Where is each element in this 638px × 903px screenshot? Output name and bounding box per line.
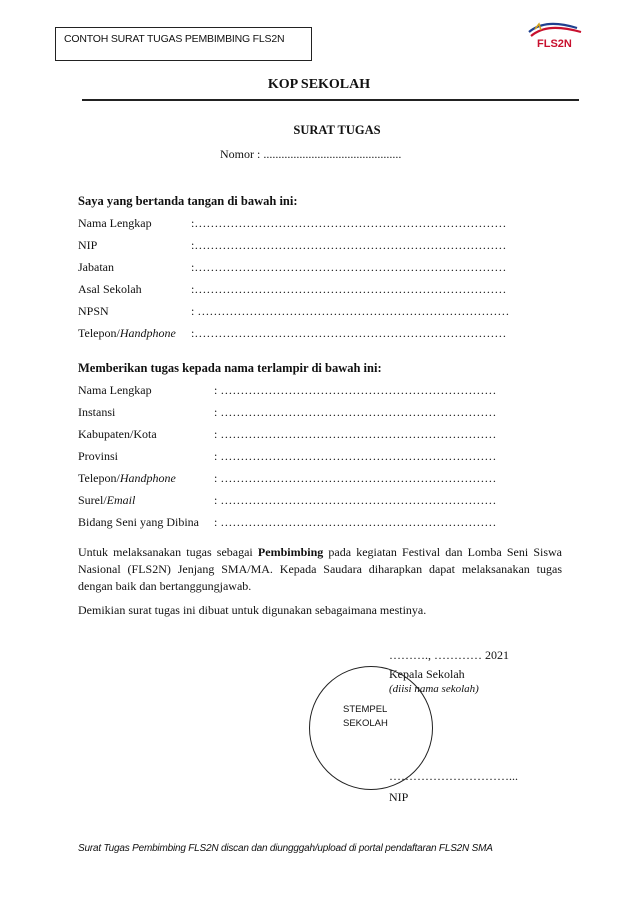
footer-note: Surat Tugas Pembimbing FLS2N discan dan diungggah/upload di portal pendaftaran FLS2N SMA	[78, 843, 493, 854]
field-value: : ……………………………………………………………	[214, 449, 497, 463]
paragraph-text: pada kegiatan Festival dan Lomba Seni Siswa Nasional (FLS2N) Jenjang SMA/MA. Kepada Saudara diharapkan dapat melaksanakan tugas dengan baik dan bertanggungjawab.	[78, 545, 562, 593]
field-label	[78, 493, 135, 508]
field-label: NIP	[78, 238, 98, 252]
field-value: : ……………………………………………………………	[214, 427, 497, 441]
field-label: Bidang Seni yang Dibina	[78, 515, 199, 529]
field-value: :……………………………………………………………………	[191, 216, 507, 230]
field-value: : ……………………………………………………………	[214, 471, 497, 485]
letterhead-rule	[82, 99, 579, 101]
field-value: : ……………………………………………………………	[214, 383, 497, 397]
field-value: :……………………………………………………………………	[191, 326, 507, 340]
sample-label: CONTOH SURAT TUGAS PEMBIMBING FLS2N	[64, 33, 285, 45]
field-label: Kabupaten/Kota	[78, 427, 157, 441]
stamp-line: STEMPEL	[343, 704, 388, 715]
signature-note: (diisi nama sekolah)	[389, 683, 479, 695]
label-text-italic: Handphone	[119, 326, 176, 340]
fls2n-logo	[527, 20, 585, 50]
sample-label-box	[55, 27, 312, 61]
field-value: : ……………………………………………………………	[214, 493, 497, 507]
field-label: Nama Lengkap	[78, 383, 152, 397]
field-label: NPSN	[78, 304, 109, 318]
field-label: Asal Sekolah	[78, 282, 142, 296]
label-text: Surel/	[78, 493, 107, 507]
field-label	[78, 471, 176, 486]
section1-heading: Saya yang bertanda tangan di bawah ini:	[78, 194, 298, 208]
field-value: : ……………………………………………………………	[214, 515, 497, 529]
label-text: Telepon/	[78, 326, 120, 340]
field-label	[78, 326, 176, 341]
field-value: :……………………………………………………………………	[191, 238, 507, 252]
stamp-text	[343, 703, 388, 731]
signature-nip: NIP	[389, 790, 409, 804]
document-number: Nomor : ..............................................	[220, 147, 402, 161]
letterhead-title: KOP SEKOLAH	[267, 77, 371, 92]
closing-paragraph: Demikian surat tugas ini dibuat untuk digunakan sebagaimana mestinya.	[78, 603, 427, 617]
section2-heading: Memberikan tugas kepada nama terlampir di bawah ini:	[78, 361, 382, 375]
field-label: Jabatan	[78, 260, 114, 274]
paragraph-text: Untuk melaksanakan tugas sebagai	[78, 545, 258, 559]
label-text-italic: Email	[106, 493, 136, 507]
field-value: :……………………………………………………………………	[191, 282, 507, 296]
field-value: : ……………………………………………………………	[214, 405, 497, 419]
field-label: Provinsi	[78, 449, 119, 463]
assignment-paragraph	[78, 544, 562, 595]
field-label: Instansi	[78, 405, 116, 419]
document-title: SURAT TUGAS	[293, 123, 381, 137]
label-text-italic: Handphone	[119, 471, 176, 485]
field-label: Nama Lengkap	[78, 216, 152, 230]
signature-name-line: …………………………...	[389, 769, 518, 783]
stamp-line: SEKOLAH	[343, 718, 388, 729]
paragraph-bold: Pembimbing	[257, 545, 324, 559]
field-value: : ……………………………………………………………………	[191, 304, 510, 318]
signature-role: Kepala Sekolah	[389, 667, 465, 681]
logo-text: FLS2N	[537, 38, 572, 50]
signature-date: ………., ………… 2021	[389, 648, 509, 662]
field-value: :……………………………………………………………………	[191, 260, 507, 274]
label-text: Telepon/	[78, 471, 120, 485]
